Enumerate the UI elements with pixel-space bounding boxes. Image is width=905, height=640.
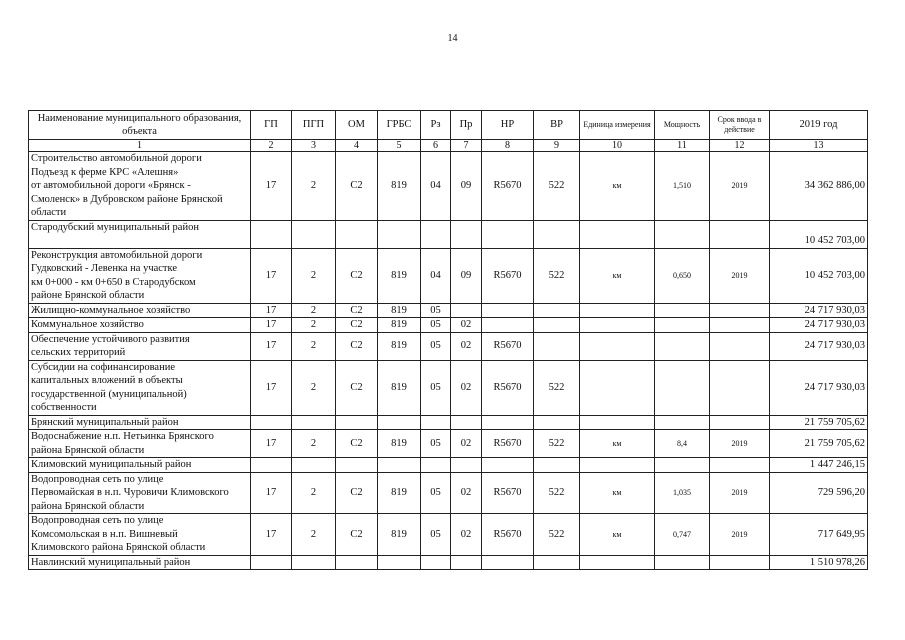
- rz-cell: 05: [421, 332, 451, 360]
- capacity-cell: [655, 360, 710, 415]
- pgp-cell: 2: [292, 514, 336, 556]
- nr-cell: [482, 555, 534, 570]
- rz-cell: 05: [421, 318, 451, 333]
- unit-cell: [580, 220, 655, 248]
- capacity-cell: 0,747: [655, 514, 710, 556]
- gp-cell: 17: [251, 514, 292, 556]
- vr-cell: 522: [534, 472, 580, 514]
- vr-cell: [534, 220, 580, 248]
- column-number: 13: [770, 140, 868, 152]
- object-name-line: Смоленск» в Дубровском районе Брянской: [31, 193, 223, 205]
- object-name-line: Субсидии на софинансирование: [31, 361, 175, 373]
- amount-cell: 1 447 246,15: [770, 458, 868, 473]
- om-cell: С2: [336, 514, 378, 556]
- pr-cell: 09: [451, 248, 482, 303]
- nr-cell: [482, 303, 534, 318]
- table-row: [29, 220, 868, 248]
- grbs-cell: 819: [378, 318, 421, 333]
- pgp-cell: 2: [292, 430, 336, 458]
- amount-cell: 717 649,95: [770, 514, 868, 556]
- object-name-line: Водопроводная сеть по улице: [31, 515, 164, 526]
- term-cell: [710, 318, 770, 333]
- grbs-cell: [378, 415, 421, 430]
- rz-cell: [421, 458, 451, 473]
- pgp-cell: [292, 415, 336, 430]
- object-name-line: Первомайская в н.п. Чуровичи Климовского: [31, 487, 229, 498]
- table-row: [29, 415, 868, 430]
- rz-cell: [421, 415, 451, 430]
- om-cell: С2: [336, 332, 378, 360]
- table-row: [29, 248, 868, 303]
- object-name-line: Гудковский - Левенка на участке: [31, 263, 178, 274]
- vr-cell: [534, 318, 580, 333]
- pr-cell: 02: [451, 332, 482, 360]
- gp-cell: 17: [251, 318, 292, 333]
- amount-cell: 21 759 705,62: [770, 415, 868, 430]
- nr-cell: R5670: [482, 152, 534, 221]
- object-name-cell: [29, 152, 251, 221]
- object-name-line: района Брянской области: [31, 500, 145, 512]
- gp-cell: [251, 415, 292, 430]
- vr-cell: [534, 458, 580, 473]
- vr-cell: 522: [534, 248, 580, 303]
- table-row: [29, 514, 868, 556]
- nr-cell: [482, 458, 534, 473]
- object-name-line: [31, 234, 248, 248]
- object-name-line: государственной (муниципальной): [31, 388, 187, 400]
- header-name: Наименование муниципального образования, объекта: [29, 111, 251, 140]
- object-name-line: Водоснабжение н.п. Нетьинка Брянского: [31, 431, 214, 442]
- vr-cell: [534, 303, 580, 318]
- table-row: [29, 318, 868, 333]
- term-cell: [710, 415, 770, 430]
- grbs-cell: 819: [378, 248, 421, 303]
- gp-cell: 17: [251, 152, 292, 221]
- column-number: 2: [251, 140, 292, 152]
- header-year: 2019 год: [770, 111, 868, 140]
- unit-cell: [580, 332, 655, 360]
- rz-cell: 05: [421, 472, 451, 514]
- column-number: 6: [421, 140, 451, 152]
- pr-cell: [451, 458, 482, 473]
- vr-cell: 522: [534, 430, 580, 458]
- object-name-line: Подъезд к ферме КРС «Алешня»: [31, 166, 179, 178]
- unit-cell: [580, 458, 655, 473]
- object-name-line: Навлинский муниципальный район: [31, 556, 191, 568]
- vr-cell: 522: [534, 514, 580, 556]
- column-number-row: [29, 140, 868, 152]
- term-cell: 2019: [710, 248, 770, 303]
- header-pgp: ПГП: [292, 111, 336, 140]
- object-name-line: Жилищно-коммунальное хозяйство: [31, 304, 191, 316]
- vr-cell: [534, 415, 580, 430]
- table-row: [29, 332, 868, 360]
- object-name-cell: [29, 360, 251, 415]
- column-number: 9: [534, 140, 580, 152]
- table-body: [29, 152, 868, 570]
- rz-cell: 05: [421, 514, 451, 556]
- capacity-cell: [655, 332, 710, 360]
- object-name-cell: [29, 430, 251, 458]
- pgp-cell: [292, 220, 336, 248]
- om-cell: [336, 458, 378, 473]
- column-number: 8: [482, 140, 534, 152]
- gp-cell: 17: [251, 332, 292, 360]
- object-name-line: Климовского района Брянской области: [31, 542, 206, 553]
- object-name-cell: [29, 415, 251, 430]
- pgp-cell: [292, 458, 336, 473]
- unit-cell: [580, 303, 655, 318]
- amount-cell: 24 717 930,03: [770, 318, 868, 333]
- grbs-cell: [378, 555, 421, 570]
- header-rz: Рз: [421, 111, 451, 140]
- amount-cell: 21 759 705,62: [770, 430, 868, 458]
- unit-cell: [580, 415, 655, 430]
- table-row: [29, 303, 868, 318]
- amount-cell: 1 510 978,26: [770, 555, 868, 570]
- object-name-line: Реконструкция автомобильной дороги: [31, 249, 203, 261]
- unit-cell: [580, 555, 655, 570]
- om-cell: С2: [336, 303, 378, 318]
- gp-cell: [251, 555, 292, 570]
- term-cell: 2019: [710, 514, 770, 556]
- unit-cell: км: [580, 152, 655, 221]
- amount-cell: 10 452 703,00: [770, 248, 868, 303]
- gp-cell: 17: [251, 303, 292, 318]
- column-number: 12: [710, 140, 770, 152]
- amount-cell: 24 717 930,03: [770, 360, 868, 415]
- rz-cell: 04: [421, 152, 451, 221]
- header-nr: НР: [482, 111, 534, 140]
- om-cell: [336, 415, 378, 430]
- term-cell: 2019: [710, 472, 770, 514]
- nr-cell: [482, 415, 534, 430]
- capacity-cell: [655, 415, 710, 430]
- amount-cell: 729 596,20: [770, 472, 868, 514]
- nr-cell: R5670: [482, 360, 534, 415]
- term-cell: [710, 458, 770, 473]
- pr-cell: [451, 415, 482, 430]
- om-cell: [336, 220, 378, 248]
- om-cell: С2: [336, 152, 378, 221]
- nr-cell: [482, 318, 534, 333]
- pgp-cell: 2: [292, 318, 336, 333]
- object-name-cell: [29, 458, 251, 473]
- vr-cell: 522: [534, 360, 580, 415]
- object-name-line: Климовский муниципальный район: [31, 459, 192, 470]
- nr-cell: R5670: [482, 514, 534, 556]
- amount-cell: 24 717 930,03: [770, 332, 868, 360]
- grbs-cell: [378, 458, 421, 473]
- term-cell: 2019: [710, 430, 770, 458]
- object-name-line: Стародубский муниципальный район: [31, 221, 199, 233]
- object-name-line: сельских территорий: [31, 347, 126, 358]
- om-cell: [336, 555, 378, 570]
- object-name-line: от автомобильной дороги «Брянск -: [31, 180, 191, 191]
- pr-cell: 02: [451, 472, 482, 514]
- table-row: [29, 458, 868, 473]
- object-name-line: км 0+000 - км 0+650 в Стародубском: [31, 276, 196, 288]
- table-row: [29, 555, 868, 570]
- rz-cell: [421, 220, 451, 248]
- pr-cell: [451, 303, 482, 318]
- object-name-cell: [29, 220, 251, 248]
- object-name-cell: [29, 248, 251, 303]
- amount-cell: 10 452 703,00: [770, 220, 868, 248]
- nr-cell: R5670: [482, 430, 534, 458]
- capacity-cell: 0,650: [655, 248, 710, 303]
- column-number: 10: [580, 140, 655, 152]
- capacity-cell: [655, 220, 710, 248]
- object-name-line: районе Брянской области: [31, 290, 145, 301]
- column-number: 4: [336, 140, 378, 152]
- pr-cell: 02: [451, 430, 482, 458]
- vr-cell: 522: [534, 152, 580, 221]
- header-om: ОМ: [336, 111, 378, 140]
- table-row: [29, 360, 868, 415]
- header-unit: Единица измерения: [580, 111, 655, 140]
- pgp-cell: 2: [292, 360, 336, 415]
- term-cell: [710, 360, 770, 415]
- vr-cell: [534, 332, 580, 360]
- grbs-cell: 819: [378, 152, 421, 221]
- om-cell: С2: [336, 430, 378, 458]
- header-pr: Пр: [451, 111, 482, 140]
- capacity-cell: [655, 318, 710, 333]
- object-name-line: Брянский муниципальный район: [31, 416, 179, 428]
- term-cell: 2019: [710, 152, 770, 221]
- capacity-cell: 1,510: [655, 152, 710, 221]
- pr-cell: [451, 555, 482, 570]
- rz-cell: 04: [421, 248, 451, 303]
- object-name-line: Комсомольская в н.п. Вишневый: [31, 528, 178, 540]
- gp-cell: 17: [251, 472, 292, 514]
- column-number: 3: [292, 140, 336, 152]
- header-vr: ВР: [534, 111, 580, 140]
- column-number: 7: [451, 140, 482, 152]
- rz-cell: 05: [421, 430, 451, 458]
- column-number: 1: [29, 140, 251, 152]
- term-cell: [710, 220, 770, 248]
- gp-cell: 17: [251, 430, 292, 458]
- rz-cell: 05: [421, 360, 451, 415]
- grbs-cell: [378, 220, 421, 248]
- amount-cell: 34 362 886,00: [770, 152, 868, 221]
- rz-cell: 05: [421, 303, 451, 318]
- table-row: [29, 152, 868, 221]
- header-capacity: Мощность: [655, 111, 710, 140]
- page-number: 14: [447, 33, 458, 44]
- pr-cell: 02: [451, 360, 482, 415]
- om-cell: С2: [336, 248, 378, 303]
- object-name-line: Водопроводная сеть по улице: [31, 473, 164, 485]
- pgp-cell: 2: [292, 332, 336, 360]
- table-row: [29, 472, 868, 514]
- grbs-cell: 819: [378, 332, 421, 360]
- unit-cell: км: [580, 430, 655, 458]
- unit-cell: км: [580, 472, 655, 514]
- nr-cell: R5670: [482, 332, 534, 360]
- object-name-cell: [29, 555, 251, 570]
- unit-cell: км: [580, 514, 655, 556]
- grbs-cell: 819: [378, 360, 421, 415]
- pgp-cell: 2: [292, 303, 336, 318]
- amount-cell: 24 717 930,03: [770, 303, 868, 318]
- term-cell: [710, 332, 770, 360]
- object-name-line: Коммунальное хозяйство: [31, 319, 144, 330]
- pgp-cell: 2: [292, 152, 336, 221]
- om-cell: С2: [336, 360, 378, 415]
- unit-cell: км: [580, 248, 655, 303]
- rz-cell: [421, 555, 451, 570]
- vr-cell: [534, 555, 580, 570]
- header-term: Срок ввода в действие: [710, 111, 770, 140]
- object-name-cell: [29, 332, 251, 360]
- object-name-line: Строительство автомобильной дороги: [31, 153, 202, 164]
- unit-cell: [580, 318, 655, 333]
- object-name-cell: [29, 318, 251, 333]
- pgp-cell: 2: [292, 248, 336, 303]
- object-name-line: района Брянской области: [31, 444, 145, 456]
- capacity-cell: 1,035: [655, 472, 710, 514]
- object-name-line: области: [31, 207, 67, 218]
- capacity-cell: [655, 303, 710, 318]
- grbs-cell: 819: [378, 303, 421, 318]
- object-name-cell: [29, 472, 251, 514]
- nr-cell: R5670: [482, 472, 534, 514]
- nr-cell: R5670: [482, 248, 534, 303]
- term-cell: [710, 555, 770, 570]
- om-cell: С2: [336, 472, 378, 514]
- grbs-cell: 819: [378, 514, 421, 556]
- budget-table: [28, 110, 868, 570]
- table-row: [29, 430, 868, 458]
- pgp-cell: 2: [292, 472, 336, 514]
- gp-cell: [251, 458, 292, 473]
- header-gp: ГП: [251, 111, 292, 140]
- pr-cell: 02: [451, 318, 482, 333]
- pr-cell: [451, 220, 482, 248]
- capacity-cell: 8,4: [655, 430, 710, 458]
- pr-cell: 02: [451, 514, 482, 556]
- gp-cell: [251, 220, 292, 248]
- om-cell: С2: [336, 318, 378, 333]
- term-cell: [710, 303, 770, 318]
- capacity-cell: [655, 458, 710, 473]
- object-name-cell: [29, 303, 251, 318]
- object-name-line: капитальных вложений в объекты: [31, 375, 183, 386]
- column-number: 5: [378, 140, 421, 152]
- grbs-cell: 819: [378, 430, 421, 458]
- capacity-cell: [655, 555, 710, 570]
- header-grbs: ГРБС: [378, 111, 421, 140]
- pr-cell: 09: [451, 152, 482, 221]
- grbs-cell: 819: [378, 472, 421, 514]
- object-name-line: собственности: [31, 402, 97, 413]
- object-name-line: Обеспечение устойчивого развития: [31, 333, 190, 345]
- object-name-cell: [29, 514, 251, 556]
- nr-cell: [482, 220, 534, 248]
- gp-cell: 17: [251, 360, 292, 415]
- column-number: 11: [655, 140, 710, 152]
- unit-cell: [580, 360, 655, 415]
- gp-cell: 17: [251, 248, 292, 303]
- pgp-cell: [292, 555, 336, 570]
- header-row: [29, 111, 868, 140]
